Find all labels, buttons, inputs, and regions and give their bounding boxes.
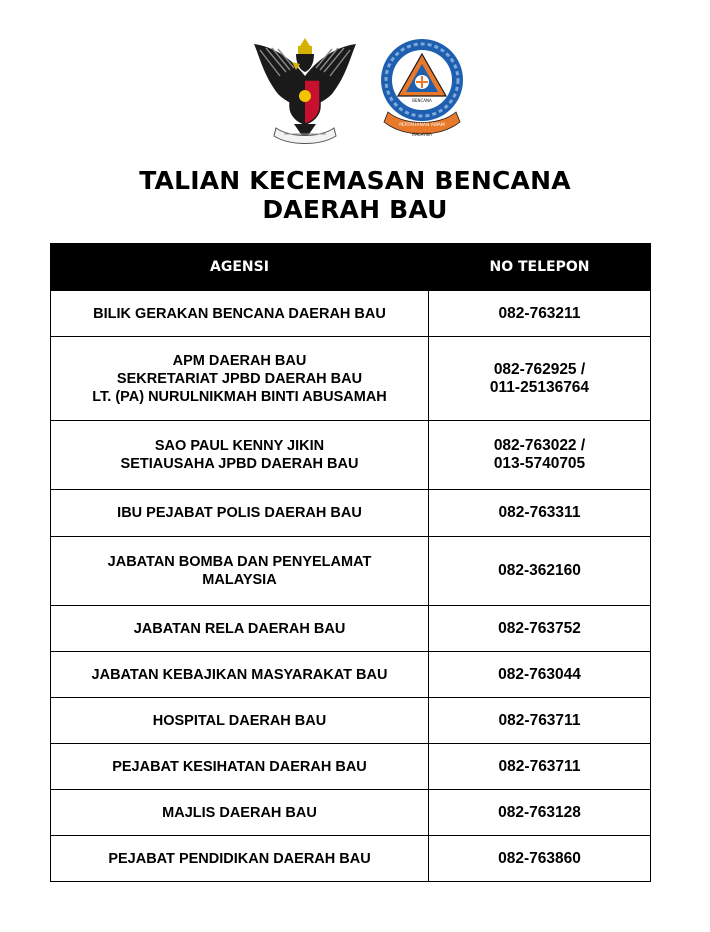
agency-cell: MAJLIS DAERAH BAU [51,790,429,836]
table-header-row [51,244,651,291]
table-row [51,698,651,744]
title-line-1: TALIAN KECEMASAN BENCANA [139,166,571,195]
phone-column-header: NO TELEPON [429,244,651,291]
table-row [51,291,651,337]
agency-cell: BILIK GERAKAN BENCANA DAERAH BAU [51,291,429,337]
agency-cell: PEJABAT PENDIDIKAN DAERAH BAU [51,836,429,882]
nadma-emblem-icon [378,36,466,140]
phone-cell: 082-763860 [429,836,651,882]
svg-text:BENCANA: BENCANA [412,98,432,103]
phone-cell: 082-763128 [429,790,651,836]
phone-cell: 082-763022 / 013-5740705 [429,421,651,490]
table-row [51,337,651,421]
phone-cell: 082-763044 [429,652,651,698]
table-row [51,790,651,836]
phone-cell: 082-763311 [429,490,651,537]
sarawak-crest-icon [250,36,360,148]
table-row [51,652,651,698]
agency-cell: PEJABAT KESIHATAN DAERAH BAU [51,744,429,790]
table-row [51,421,651,490]
phone-cell: 082-763752 [429,606,651,652]
agency-cell: SAO PAUL KENNY JIKIN SETIAUSAHA JPBD DAERAH BAU [51,421,429,490]
table-row [51,490,651,537]
table-row [51,744,651,790]
svg-text:MALAYSIA: MALAYSIA [412,132,432,137]
table-row [51,836,651,882]
phone-cell: 082-763711 [429,744,651,790]
table-row [51,537,651,606]
agency-cell: JABATAN RELA DAERAH BAU [51,606,429,652]
emergency-contacts-table [50,243,651,882]
agency-cell: JABATAN KEBAJIKAN MASYARAKAT BAU [51,652,429,698]
phone-cell: 082-763711 [429,698,651,744]
table-row [51,606,651,652]
agency-cell: IBU PEJABAT POLIS DAERAH BAU [51,490,429,537]
page-title [0,166,710,224]
agency-column-header: AGENSI [51,244,429,291]
phone-cell: 082-362160 [429,537,651,606]
phone-cell: 082-762925 / 011-25136764 [429,337,651,421]
agency-cell: JABATAN BOMBA DAN PENYELAMAT MALAYSIA [51,537,429,606]
agency-cell: HOSPITAL DAERAH BAU [51,698,429,744]
phone-cell: 082-763211 [429,291,651,337]
logo-row [0,36,710,148]
agency-cell: APM DAERAH BAU SEKRETARIAT JPBD DAERAH BAU LT. (PA) NURULNIKMAH BINTI ABUSAMAH [51,337,429,421]
title-line-2: DAERAH BAU [262,195,448,224]
svg-text:PERTAHANAN AWAM: PERTAHANAN AWAM [399,123,445,128]
